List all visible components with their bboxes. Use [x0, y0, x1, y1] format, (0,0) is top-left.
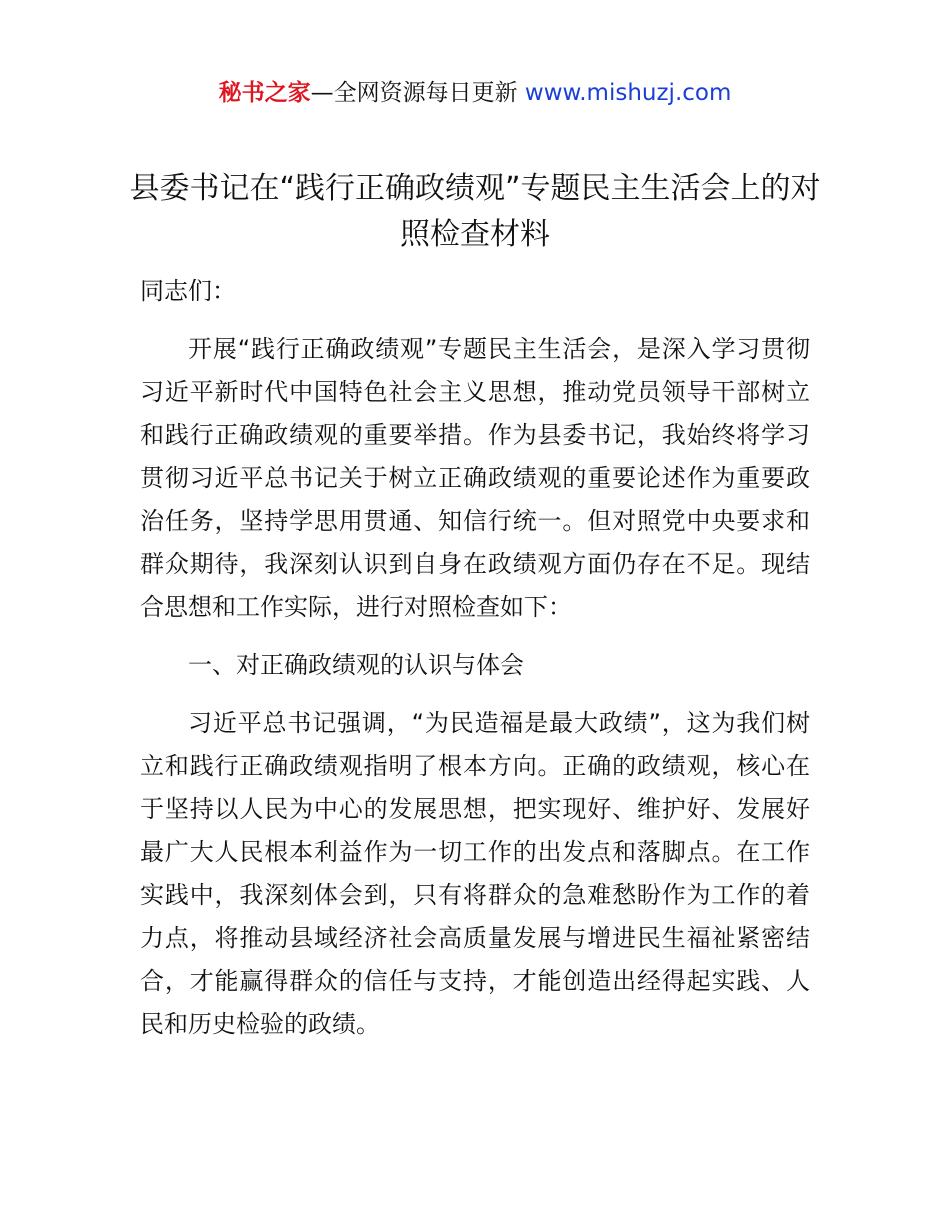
document-body	[140, 270, 810, 1061]
document-title: 县委书记在“践行正确政绩观”专题民主生活会上的对照检查材料	[129, 171, 821, 252]
section-heading: 一、对正确政绩观的认识与体会	[188, 651, 524, 679]
salutation: 同志们：	[140, 277, 236, 305]
paragraph-intro: 开展“践行正确政绩观”专题民主生活会，是深入学习贯彻习近平新时代中国特色社会主义思想，推动党员领导干部树立和践行正确政绩观的重要举措。作为县委书记，我始终将学习贯彻习近平总书记关于树立正确政绩观的重要论述作为重要政治任务，坚持学思用贯通、知信行统一。但对照党中央要求和群众期待，我深刻认识到自身在政绩观方面仍存在不足。现结合思想和工作实际，进行对照检查如下：	[140, 335, 810, 621]
header-tagline: —全网资源每日更新	[310, 80, 518, 106]
site-header	[0, 78, 950, 108]
paragraph-understanding: 习近平总书记强调，“为民造福是最大政绩”，这为我们树立和践行正确政绩观指明了根本方向。正确的政绩观，核心在于坚持以人民为中心的发展思想，把实现好、维护好、发展好最广大人民根本利益作为一切工作的出发点和落脚点。在工作实践中，我深刻体会到，只有将群众的急难愁盼作为工作的着力点，将推动县域经济社会高质量发展与增进民生福祉紧密结合，才能赢得群众的信任与支持，才能创造出经得起实践、人民和历史检验的政绩。	[140, 709, 810, 1038]
brand-name: 秘书之家	[218, 80, 311, 106]
website-link[interactable]: www.mishuzj.com	[524, 80, 732, 106]
